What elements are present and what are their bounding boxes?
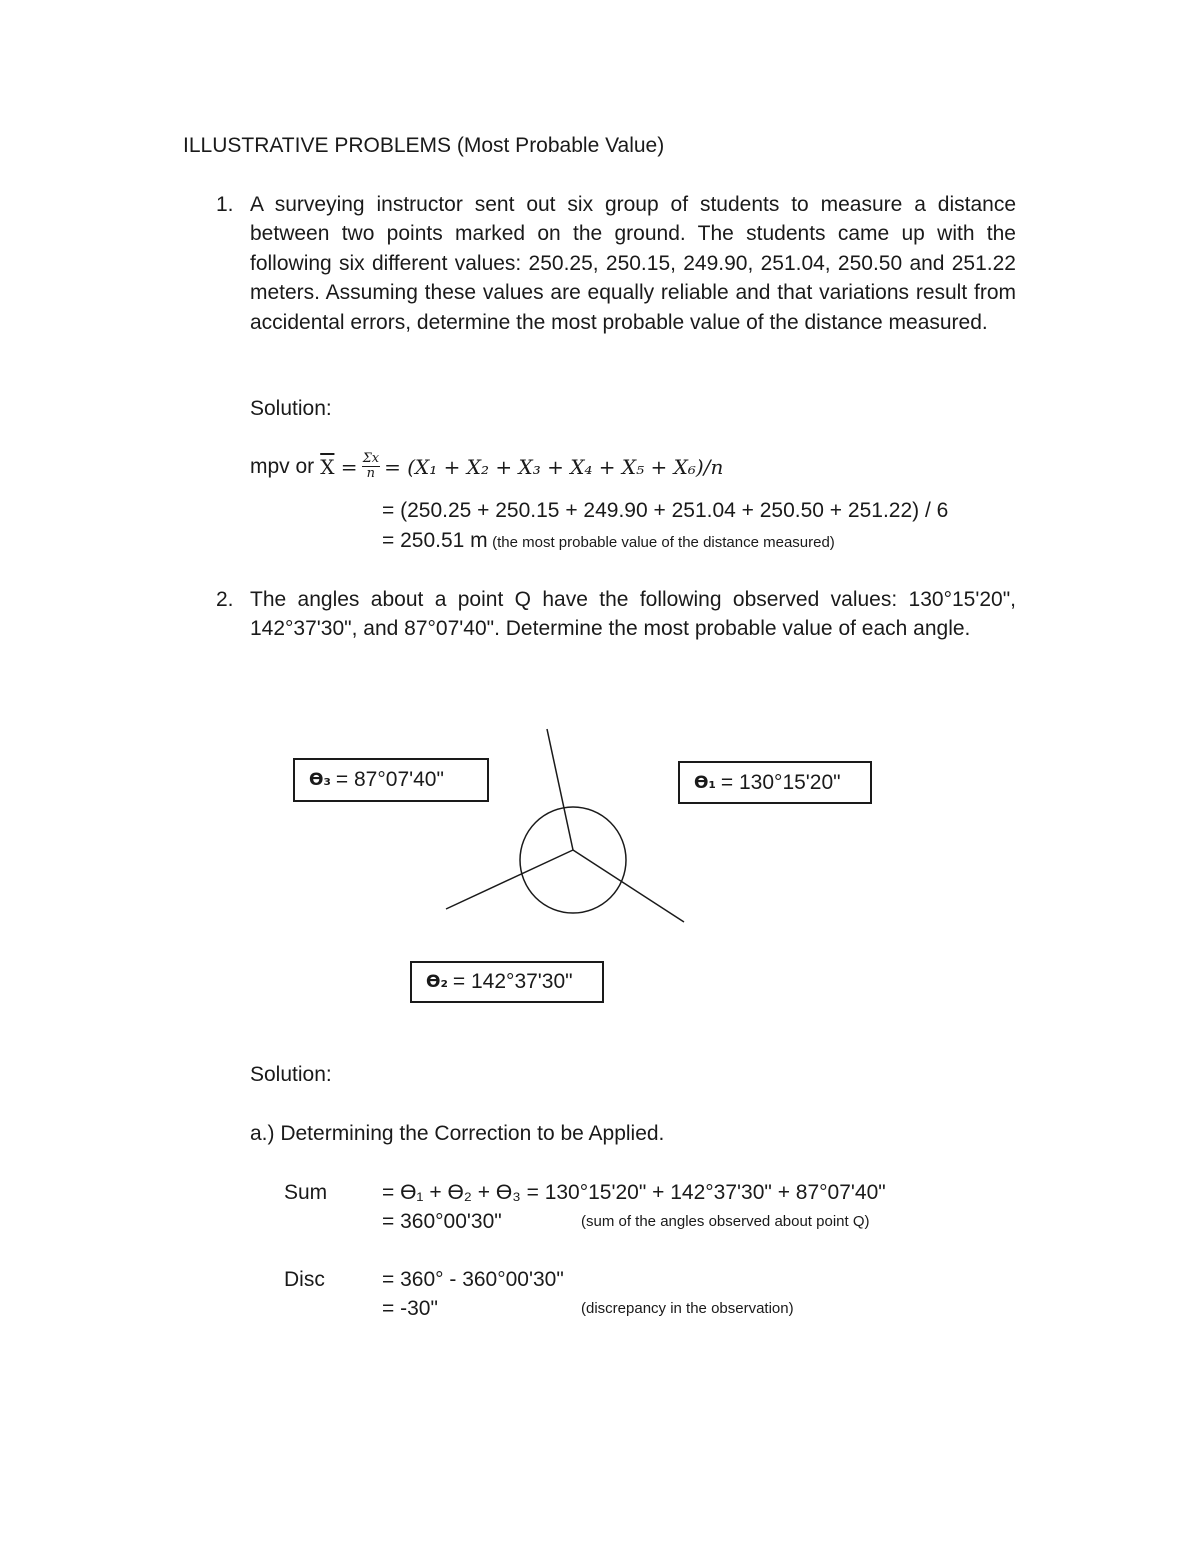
disc-line-1: = 360° - 360°00'30" bbox=[382, 1268, 564, 1291]
problem-2-solution-label: Solution: bbox=[250, 1063, 332, 1086]
page-title: ILLUSTRATIVE PROBLEMS (Most Probable Value) bbox=[183, 134, 665, 157]
sum-note: (sum of the angles observed about point Q) bbox=[581, 1213, 870, 1230]
ray-right bbox=[573, 850, 684, 922]
step-a-heading: a.) Determining the Correction to be Applied. bbox=[250, 1122, 665, 1145]
problem-1-solution-label: Solution: bbox=[250, 397, 332, 420]
problem-2-number: 2. bbox=[216, 588, 234, 611]
theta2-symbol: ϴ₂ bbox=[426, 972, 448, 992]
mpv-result-value: = 250.51 m bbox=[382, 529, 488, 552]
mpv-substitution: = (250.25 + 250.15 + 249.90 + 251.04 + 250.50 + 251.22) / 6 bbox=[382, 499, 949, 522]
angle-circle bbox=[520, 807, 626, 913]
theta1-label-box bbox=[678, 761, 872, 804]
problem-1-number: 1. bbox=[216, 193, 234, 216]
ray-left bbox=[446, 850, 573, 909]
disc-line-2: = -30" bbox=[382, 1297, 438, 1320]
fraction-numerator: Σx bbox=[362, 451, 380, 466]
fraction-denominator: n bbox=[366, 466, 376, 481]
disc-label: Disc bbox=[284, 1268, 325, 1291]
sum-label: Sum bbox=[284, 1181, 328, 1204]
theta3-label-box bbox=[293, 758, 489, 802]
mpv-prefix: mpv or bbox=[250, 454, 315, 478]
mpv-result-note: (the most probable value of the distance measured) bbox=[492, 534, 835, 551]
ray-top bbox=[547, 729, 573, 850]
theta3-value: = 87°07'40" bbox=[335, 768, 444, 791]
x-bar-symbol: $\overline{X}$ bbox=[320, 454, 335, 479]
theta1-value: = 130°15'20" bbox=[720, 770, 841, 794]
problem-2-text: The angles about a point Q have the following observed values: 130°15'20", 142°37'30", and 87°07'40". Determine the most probable value of each angle. bbox=[250, 588, 1016, 641]
disc-note: (discrepancy in the observation) bbox=[581, 1300, 794, 1317]
mpv-formula: mpv or $\overline{X}$ = $\frac{\Sigma x}{n}$ = (X₁ + X₂ + X₃ + X₄ + X₅ + X₆)/n bbox=[250, 451, 724, 481]
theta2-label-box bbox=[410, 961, 604, 1003]
theta3-symbol: ϴ₃ bbox=[309, 770, 331, 790]
theta2-value: = 142°37'30" bbox=[452, 970, 573, 993]
problem-1-text: A surveying instructor sent out six group of students to measure a distance between two points marked on the ground. The students came up with the following six different values: 250.25, 250.15, 249.90, 251.04, 250.50 and 251.22 meters. Assuming these values are equally reliable and that variations result from accidental errors, determine the most probable value of the distance measured. bbox=[250, 193, 1016, 334]
sum-line-2: = 360°00'30" bbox=[382, 1210, 502, 1233]
formula-rhs: = (X₁ + X₂ + X₃ + X₄ + X₅ + X₆)/n bbox=[384, 454, 724, 479]
sum-line-1: = ϴ₁ + ϴ₂ + ϴ₃ = 130°15'20" + 142°37'30" + 87°07'40" bbox=[382, 1181, 886, 1204]
theta1-symbol: ϴ₁ bbox=[694, 772, 716, 793]
